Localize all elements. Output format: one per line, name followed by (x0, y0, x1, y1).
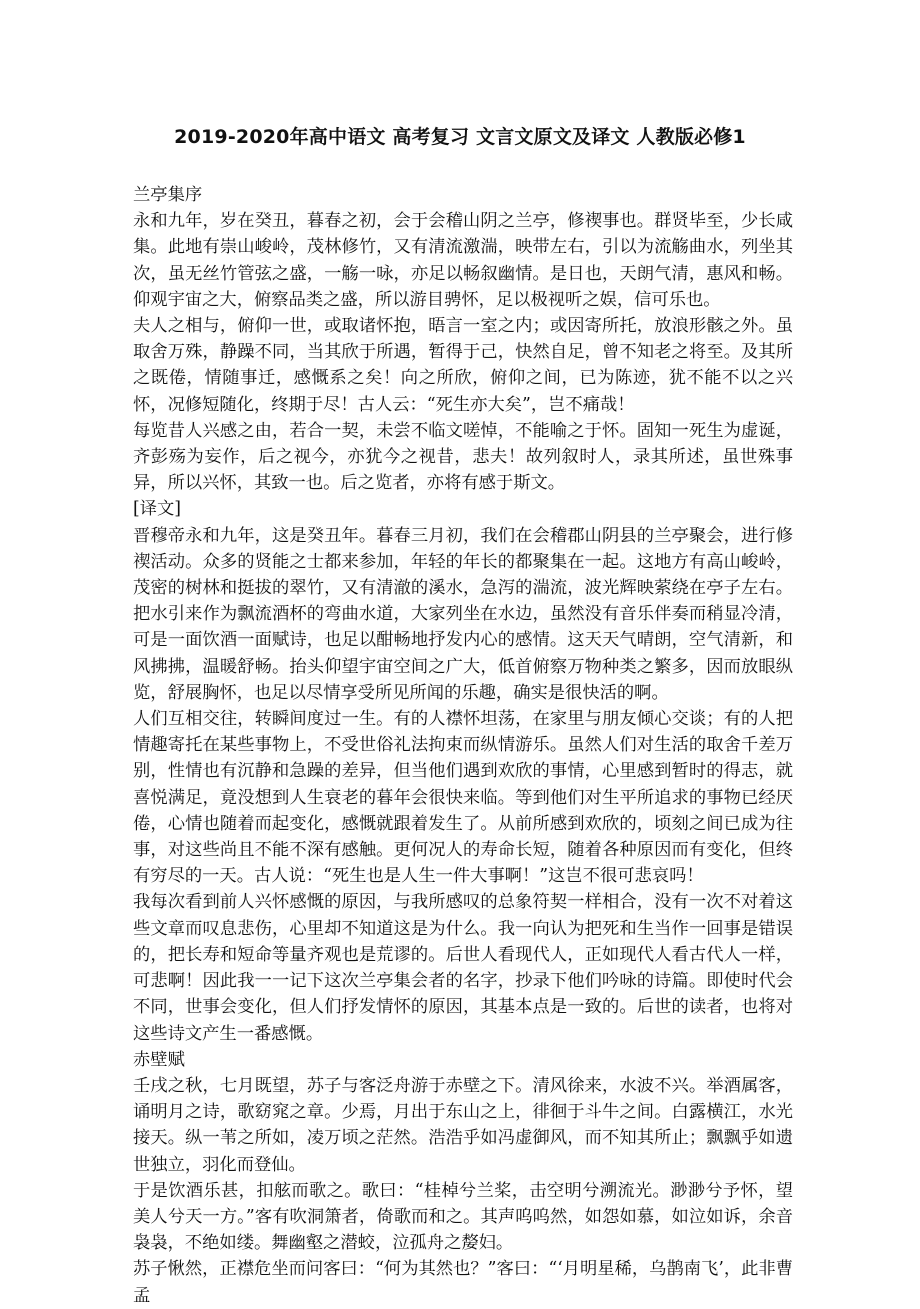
paragraph: 永和九年，岁在癸丑，暮春之初，会于会稽山阴之兰亭，修禊事也。群贤毕至，少长咸集。此地有崇山峻岭，茂林修竹，又有清流激湍，映带左右，引以为流觞曲水，列坐其次，虽无丝竹管弦之盛，一觞一咏，亦足以畅叙幽情。是日也，天朗气清，惠风和畅。仰观宇宙之大，俯察品类之盛，所以游目骋怀，足以极视听之娱，信可乐也。 (133, 211, 793, 310)
paragraph: 夫人之相与，俯仰一世，或取诸怀抱，晤言一室之内；或因寄所托，放浪形骸之外。虽取舍万殊，静躁不同，当其欣于所遇，暂得于己，快然自足，曾不知老之将至。及其所之既倦，情随事迁，感慨系之矣！向之所欣，俯仰之间，已为陈迹，犹不能不以之兴怀，况修短随化，终期于尽！古人云：“死生亦大矣”，岂不痛哉！ (133, 316, 793, 415)
paragraph: 苏子愀然，正襟危坐而问客曰：“何为其然也？”客曰：“‘月明星稀，乌鹊南飞’，此非曹孟 (133, 1259, 793, 1306)
paragraph: 我每次看到前人兴怀感慨的原因，与我所感叹的总象符契一样相合，没有一次不对着这些文章而叹息悲伤，心里却不知道这是为什么。我一向认为把死和生当作一回事是错误的，把长寿和短命等量齐观也是荒谬的。后世人看现代人，正如现代人看古代人一样，可悲啊！因此我一一记下这次兰亭集会者的名字，抄录下他们吟咏的诗篇。即使时代会不同，世事会变化，但人们抒发情怀的原因，其基本点是一致的。后世的读者，也将对这些诗文产生一番感慨。 (133, 892, 793, 1044)
paragraph: 人们互相交往，转瞬间度过一生。有的人襟怀坦荡，在家里与朋友倾心交谈；有的人把情趣寄托在某些事物上，不受世俗礼法拘束而纵情游乐。虽然人们对生活的取舍千差万别，性情也有沉静和急躁的差异，但当他们遇到欢欣的事情，心里感到暂时的得志，就喜悦满足，竟没想到人生衰老的暮年会很快来临。等到他们对生平所追求的事物已经厌倦，心情也随着而起变化，感慨就跟着发生了。从前所感到欢欣的，顷刻之间已成为往事，对这些尚且不能不深有感触。更何况人的寿命长短，随着各种原因而有变化，但终有穷尽的一天。古人说：“死生也是人生一件大事啊！”这岂不很可悲哀吗！ (133, 709, 793, 887)
section-heading-translation: [译文] (133, 499, 182, 520)
paragraph: 于是饮酒乐甚，扣舷而歌之。歌曰：“桂棹兮兰桨，击空明兮溯流光。渺渺兮予怀，望美人兮天一方。”客有吹洞箫者，倚歌而和之。其声呜呜然，如怨如慕，如泣如诉，余音袅袅，不绝如缕。舞幽壑之潜蛟，泣孤舟之嫠妇。 (133, 1180, 793, 1254)
section-heading-lanting: 兰亭集序 (133, 185, 203, 205)
paragraph: 每览昔人兴感之由，若合一契，未尝不临文嗟悼，不能喻之于怀。固知一死生为虚诞，齐彭殇为妄作，后之视今，亦犹今之视昔，悲夫！故列叙时人，录其所述，虽世殊事异，所以兴怀，其致一也。后之览者，亦将有感于斯文。 (133, 420, 793, 494)
paragraph: 壬戌之秋，七月既望，苏子与客泛舟游于赤壁之下。清风徐来，水波不兴。举酒属客，诵明月之诗，歌窈窕之章。少焉，月出于东山之上，徘徊于斗牛之间。白露横江，水光接天。纵一苇之所如，凌万顷之茫然。浩浩乎如冯虚御风，而不知其所止；飘飘乎如遗世独立，羽化而登仙。 (133, 1075, 793, 1175)
paragraph: 晋穆帝永和九年，这是癸丑年。暮春三月初，我们在会稽郡山阴县的兰亭聚会，进行修禊活动。众多的贤能之士都来参加，年轻的年长的都聚集在一起。这地方有高山峻岭，茂密的树林和挺拔的翠竹，又有清澈的溪水，急泻的湍流，波光辉映萦绕在亭子左右。把水引来作为飘流酒杯的弯曲水道，大家列坐在水边，虽然没有音乐伴奏而稍显冷清，可是一面饮酒一面赋诗，也足以酣畅地抒发内心的感情。这天天气晴朗，空气清新，和风拂拂，温暖舒畅。抬头仰望宇宙空间之广大，低首俯察万物种类之繁多，因而放眼纵览，舒展胸怀，也足以尽情享受所见所闻的乐趣，确实是很快活的啊。 (133, 525, 793, 703)
section-heading-chibi: 赤壁赋 (133, 1049, 185, 1070)
document-title: 2019-2020年高中语文 高考复习 文言文原文及译文 人教版必修1 (174, 126, 746, 148)
document-body (133, 182, 793, 1309)
